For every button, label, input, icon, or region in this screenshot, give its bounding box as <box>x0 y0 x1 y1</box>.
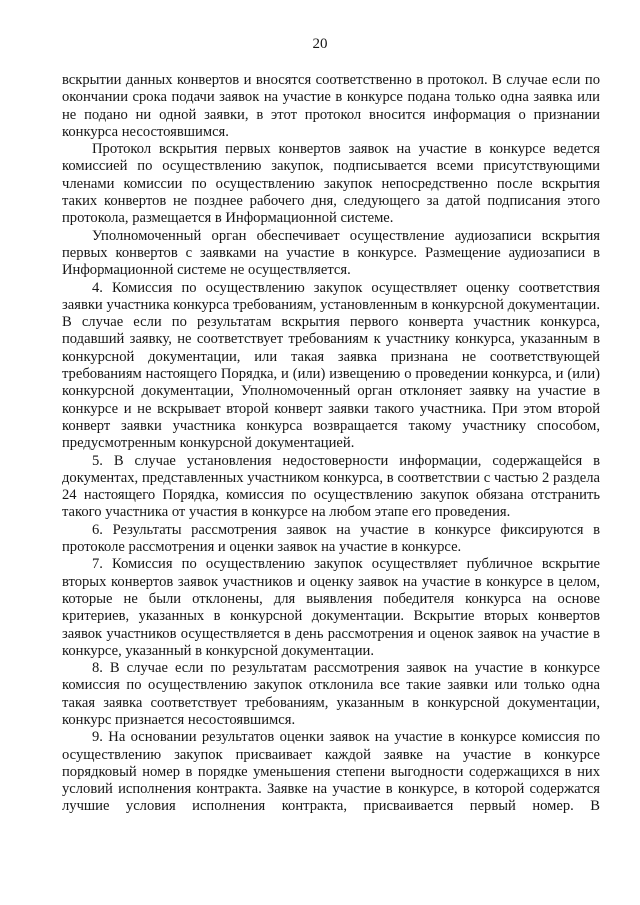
paragraph-item-7: 7. Комиссия по осуществлению закупок осуществляет публичное вскрытие вторых конвертов заявок участников и оценку заявок на участие в конкурсе в целом, которые не были отклонены, для выявления победителя конкурса на основе критериев, указанных в конкурсной документации. Вскрытие вторых конвертов заявок участников осуществляется в день рассмотрения и оценок заявок на участие в конкурсе, указанный в конкурсной документации. <box>62 556 600 659</box>
paragraph-item-9: 9. На основании результатов оценки заявок на участие в конкурсе комиссия по осуществлению закупок присваивает каждой заявке на участие в конкурсе порядковый номер в порядке уменьшения степени выгодности содержащихся в них условий исполнения контракта. Заявке на участие в конкурсе, в которой содержатся лучшие условия исполнения контракта, присваивается первый номер. В <box>62 729 600 815</box>
paragraph-item-8: 8. В случае если по результатам рассмотрения заявок на участие в конкурсе комиссия по осуществлению закупок отклонила все такие заявки или только одна такая заявка соответствует требованиям, указанным в конкурсной документации, конкурс признается несостоявшимся. <box>62 660 600 728</box>
body-text <box>62 72 600 816</box>
paragraph-audio-recording: Уполномоченный орган обеспечивает осуществление аудиозаписи вскрытия первых конвертов с заявками на участие в конкурсе. Размещение аудиозаписи в Информационной системе не осуществляется. <box>62 227 600 279</box>
paragraph-continuation: вскрытии данных конвертов и вносятся соответственно в протокол. В случае если по окончании срока подачи заявок на участие в конкурсе подана только одна заявка или не подано ни одной заявки, в этот протокол вносится информация о признании конкурса несостоявшимся. <box>62 72 600 140</box>
paragraph-protocol-first-envelopes: Протокол вскрытия первых конвертов заявок на участие в конкурсе ведется комиссией по осуществлению закупок, подписывается всеми присутствующими членами комиссии по осуществлению закупок непосредственно после вскрытия таких конвертов не позднее рабочего дня, следующего за датой подписания этого протокола, размещается в Информационной системе. <box>62 141 600 227</box>
paragraph-item-6: 6. Результаты рассмотрения заявок на участие в конкурсе фиксируются в протоколе рассмотрения и оценки заявок на участие в конкурсе. <box>62 521 600 556</box>
page-number: 20 <box>312 36 328 52</box>
paragraph-item-4: 4. Комиссия по осуществлению закупок осуществляет оценку соответствия заявки участника конкурса требованиям, установленным в конкурсной документации. В случае если по результатам вскрытия первого конверта участник конкурса, подавший заявку, не соответствует требованиям к участнику конкурса, указанным в конкурсной документации, или такая заявка признана не соответствующей требованиям настоящего Порядка, и (или) извещению о проведении конкурса, и (или) конкурсной документации, Уполномоченный орган отклоняет заявку на участие в конкурсе и не вскрывает второй конверт заявки такого участника. При этом второй конверт заявки участника конкурса возвращается такому участнику способом, предусмотренным конкурсной документацией. <box>62 279 600 452</box>
paragraph-item-5: 5. В случае установления недостоверности информации, содержащейся в документах, представленных участником конкурса, в соответствии с частью 2 раздела 24 настоящего Порядка, комиссия по осуществлению закупок обязана отстранить такого участника от участия в конкурсе на любом этапе его проведения. <box>62 452 600 521</box>
